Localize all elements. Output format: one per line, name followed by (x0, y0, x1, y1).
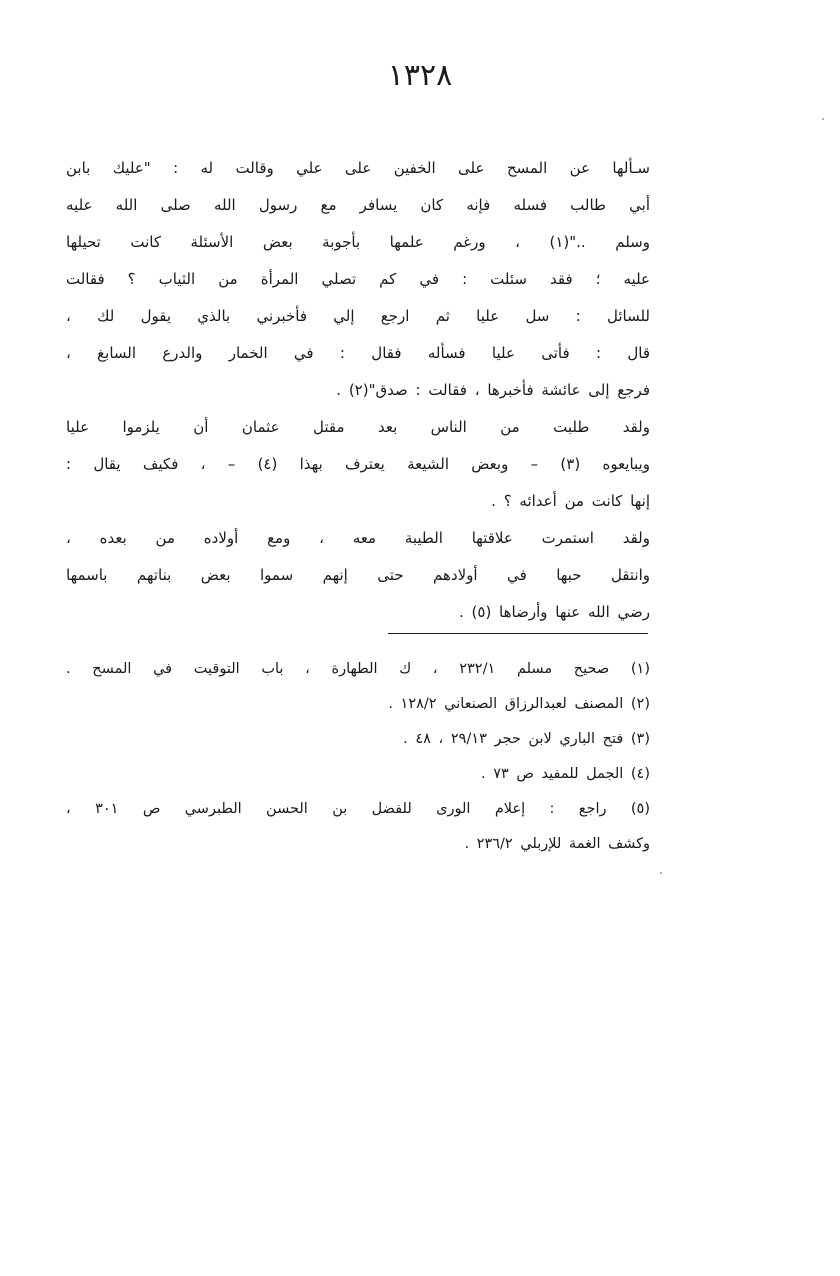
body-line: قال : فأتى عليا فسأله فقال : في الخمار والدرع السابغ ، (66, 344, 650, 362)
footnotes (66, 652, 650, 862)
scan-speck (660, 872, 662, 874)
footnote-line: (٢) المصنف لعبدالرزاق الصنعاني ١٢٨/٢ . (388, 696, 650, 712)
footnote-line: (٤) الجمل للمفيد ص ٧٣ . (481, 766, 650, 782)
scan-speck (822, 118, 824, 120)
footnote-divider (388, 633, 648, 634)
body-line: سـألها عن المسح على الخفين على علي وقالت له : "عليك بابن (66, 159, 650, 177)
footnote-line: (٣) فتح الباري لابن حجر ٢٩/١٣ ، ٤٨ . (403, 731, 650, 747)
body-line: ولقد طلبت من الناس بعد مقتل عثمان أن يلزموا عليا (66, 418, 650, 436)
body-line: عليه ؛ فقد سئلت : في كم تصلي المرأة من الثياب ؟ فقالت (66, 270, 650, 288)
body-text (66, 150, 650, 631)
footnote-line: وكشف الغمة للإربلي ٢٣٦/٢ . (464, 836, 650, 852)
body-line: رضي الله عنها وأرضاها (٥) . (458, 603, 650, 621)
body-line: ولقد استمرت علاقتها الطيبة معه ، ومع أولاده من بعده ، (66, 529, 650, 547)
body-line: فرجع إلى عائشة فأخبرها ، فقالت : صدق"(٢) . (336, 381, 650, 399)
body-line: أبي طالب فسله فإنه كان يسافر مع رسول الله صلى الله عليه (66, 196, 650, 214)
body-line: ويبايعوه (٣) – وبعض الشيعة يعترف بهذا (٤) – ، فكيف يقال : (66, 455, 650, 473)
body-line: وانتقل حبها في أولادهم حتى إنهم سموا بعض بناتهم باسمها (66, 566, 650, 584)
body-line: إنها كانت من أعدائه ؟ . (491, 492, 650, 510)
footnote-line: (٥) راجع : إعلام الورى للفضل بن الحسن الطبرسي ص ٣٠١ ، (66, 801, 650, 817)
footnote-line: (١) صحيح مسلم ٢٣٢/١ ، ك الطهارة ، باب التوقيت في المسح . (66, 661, 650, 677)
body-line: للسائل : سل عليا ثم ارجع إلي فأخبرني بالذي يقول لك ، (66, 307, 650, 325)
body-line: وسلم .."(١) ، ورغم علمها بأجوبة بعض الأسئلة كانت تحيلها (66, 233, 650, 251)
page-number: ١٣٢٨ (387, 58, 453, 93)
